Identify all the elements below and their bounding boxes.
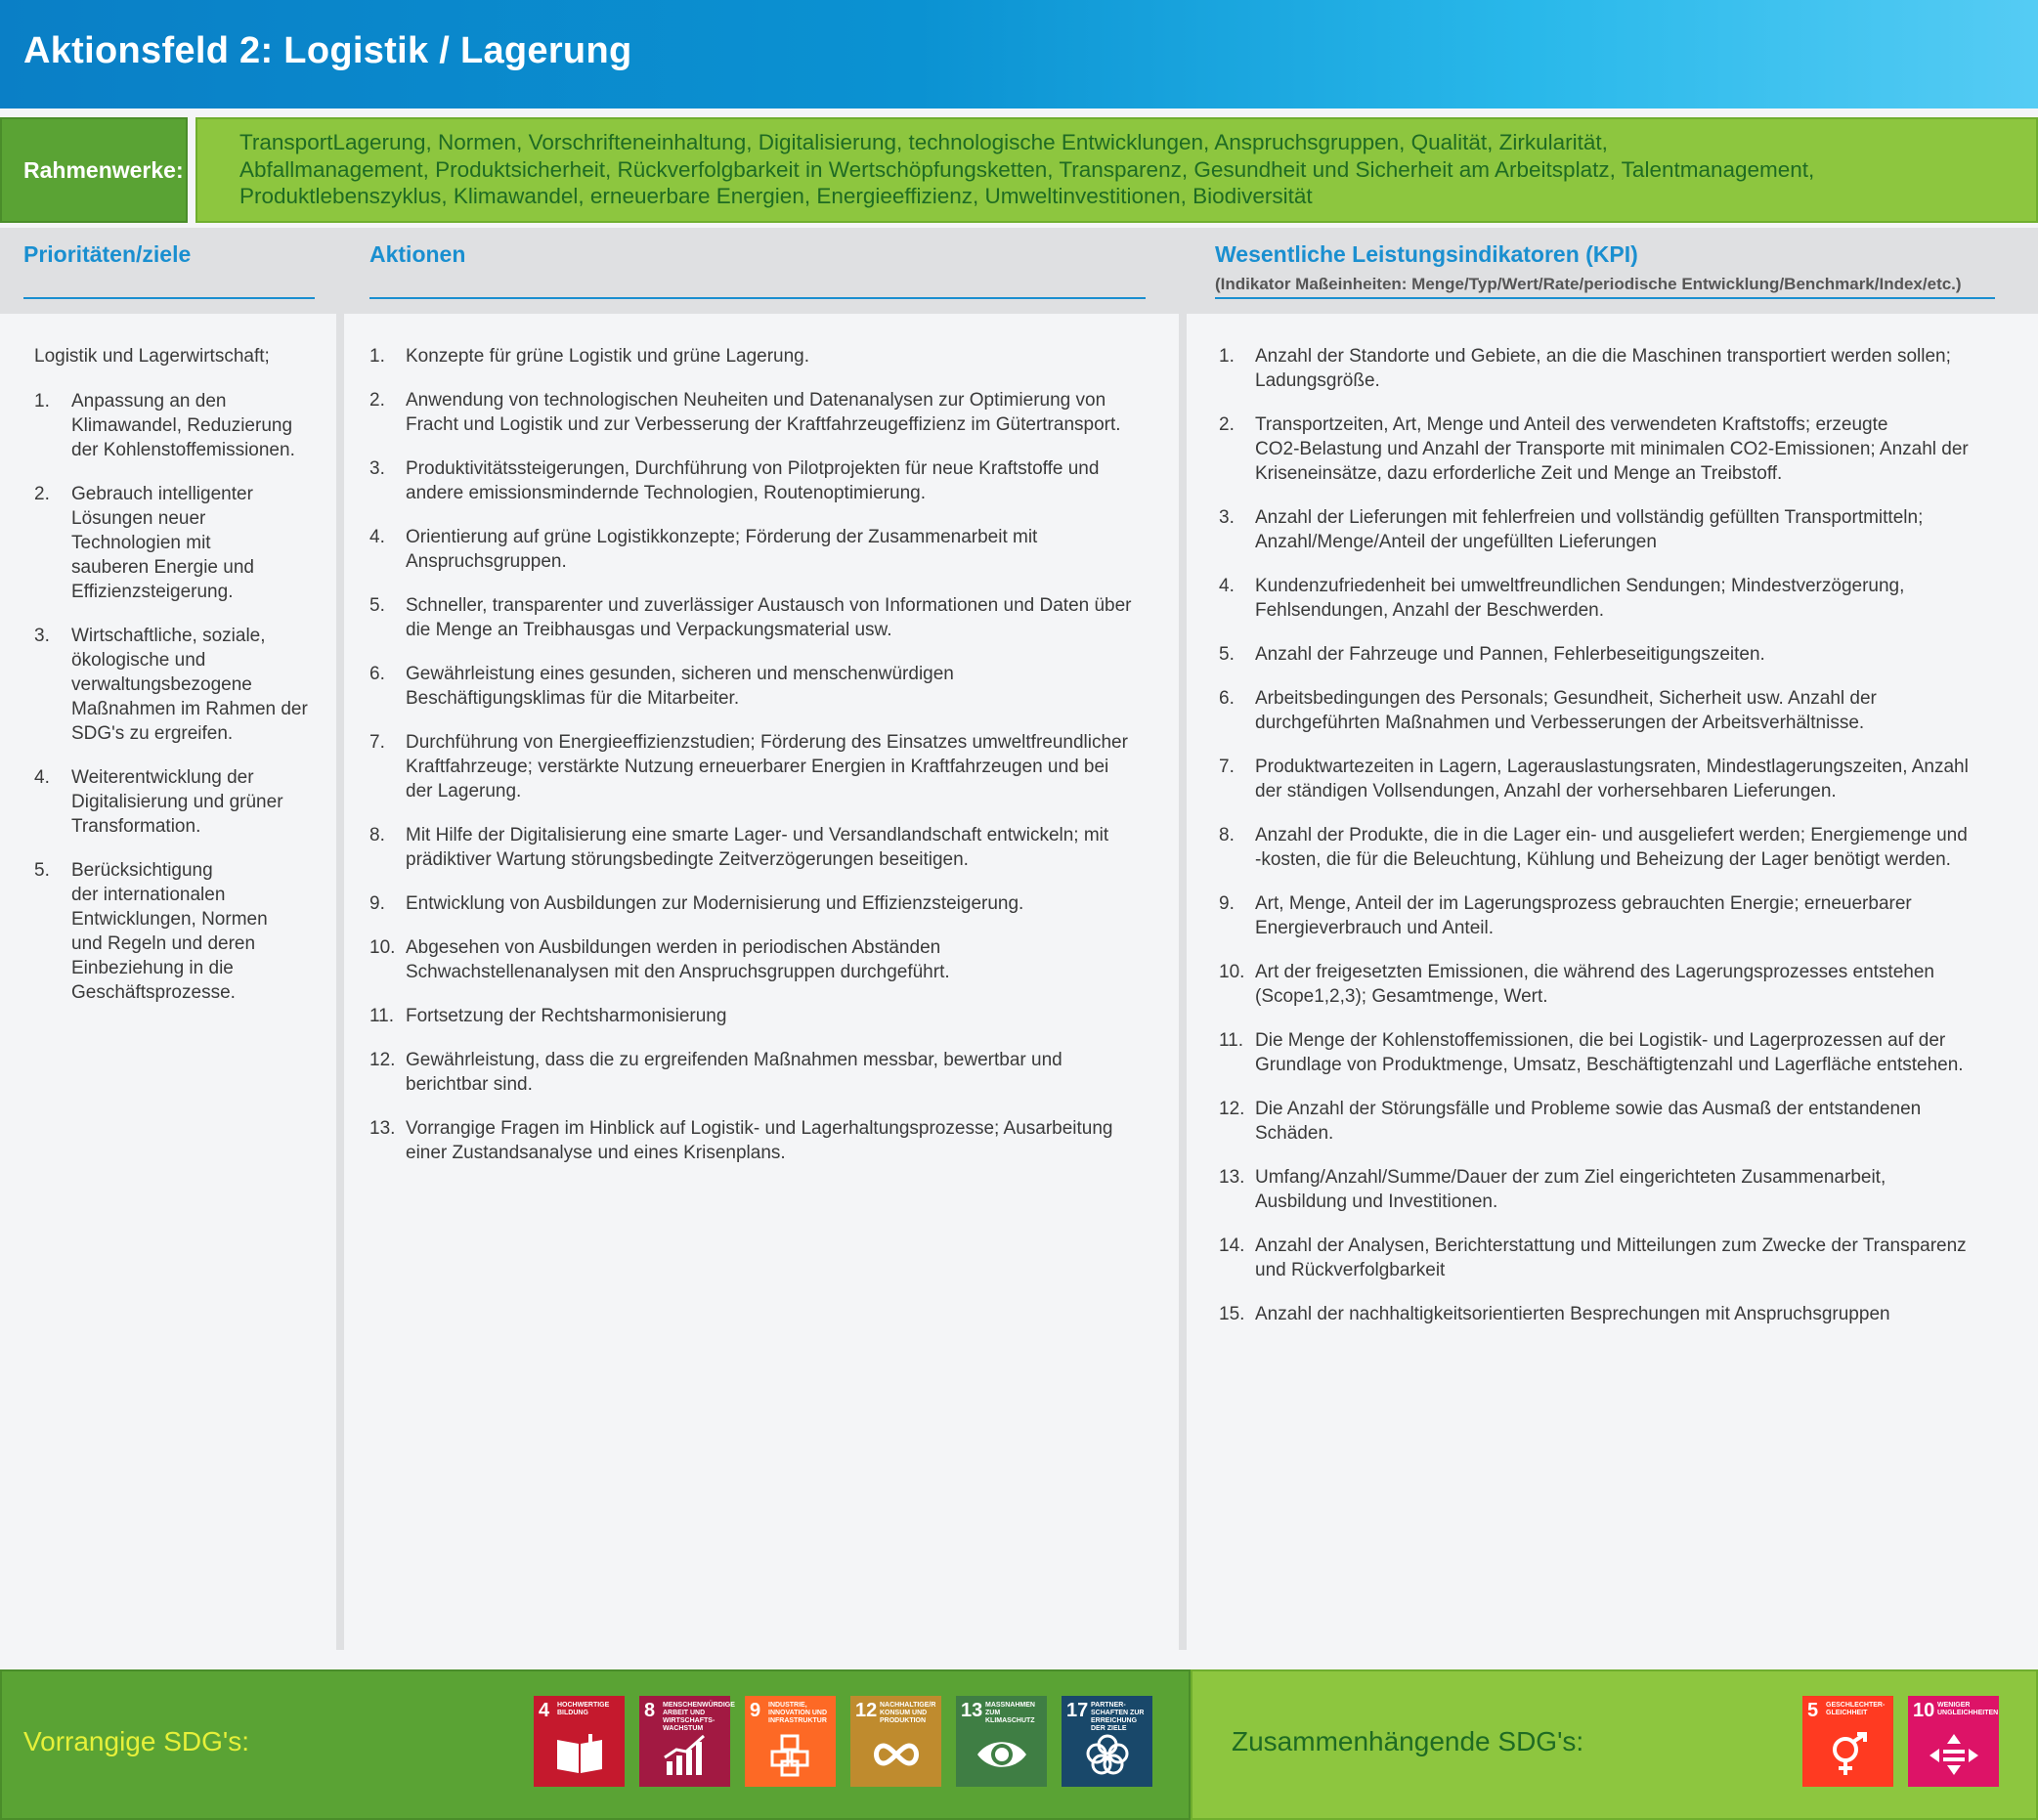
list-item-text: Fortsetzung der Rechtsharmonisierung (406, 1006, 727, 1026)
list-item-text: Wirtschaftliche, soziale, (71, 626, 266, 646)
list-item-text: Mit Hilfe der Digitalisierung eine smarte Lager- und Versandlandschaft entwickeln; mit (406, 825, 1109, 845)
list-item (369, 525, 1171, 574)
list-item-text: Technologien mit (71, 533, 211, 553)
list-item-text: Gewährleistung, dass die zu ergreifenden Maßnahmen messbar, bewertbar und (406, 1050, 1062, 1070)
equality-icon (1928, 1732, 1980, 1777)
rahmenwerke-text-box (195, 117, 2038, 223)
list-item-number: 7. (369, 732, 385, 753)
list-item (34, 765, 327, 839)
list-item (369, 1116, 1171, 1165)
sdg-label: WENIGER UNGLEICHHEITEN (1937, 1702, 1999, 1716)
list-item-text: Ladungsgröße. (1255, 370, 1380, 391)
list-item-text: Beschäftigungsklimas für die Mitarbeiter. (406, 688, 740, 709)
list-item (1219, 574, 2030, 623)
list-item-text: Arbeitsbedingungen des Personals; Gesundheit, Sicherheit usw. Anzahl der (1255, 688, 1877, 709)
list-item-text: Anzahl der nachhaltigkeitsorientierten Besprechungen mit Anspruchsgruppen (1255, 1304, 1890, 1324)
column-underline (369, 297, 1146, 299)
page-header (0, 0, 2038, 108)
primary-sdg-label: Vorrangige SDG's: (23, 1726, 250, 1756)
rahmenwerke-label-box (0, 117, 188, 223)
related-sdg-bar (1191, 1669, 2038, 1820)
list-item-text: Vorrangige Fragen im Hinblick auf Logistik- und Lagerhaltungsprozesse; Ausarbeitung (406, 1118, 1113, 1139)
list-item-text: der Kohlenstoffemissionen. (71, 440, 295, 460)
list-item-text: Ausbildung und Investitionen. (1255, 1192, 1498, 1212)
column-underline (1215, 297, 1995, 299)
list-item-text: Anzahl der Fahrzeuge und Pannen, Fehlerbeseitigungszeiten. (1255, 644, 1765, 665)
list-item-number: 5. (34, 860, 50, 881)
list-item-text: -kosten, die für die Beleuchtung, Kühlung und Beheizung der Lager benötigt werden. (1255, 849, 1951, 870)
list-item-text: Schneller, transparenter und zuverlässiger Austausch von Informationen und Daten über (406, 595, 1132, 616)
list-item (1219, 686, 2030, 735)
list-item-number: 13. (1219, 1167, 1245, 1188)
list-item-text: Anwendung von technologischen Neuheiten und Datenanalysen zur Optimierung von (406, 390, 1106, 411)
list-item (369, 823, 1171, 872)
list-item (1219, 412, 2030, 486)
list-item-text: Die Menge der Kohlenstoffemissionen, die bei Logistik- und Lagerprozessen auf der (1255, 1030, 1946, 1051)
list-item-number: 2. (1219, 414, 1235, 435)
list-item-text: Einbeziehung in die (71, 958, 234, 978)
list-item-text: durchgeführten Maßnahmen und Verbesserungen der Arbeitsverhältnisse. (1255, 713, 1865, 733)
list-item-number: 5. (1219, 644, 1235, 665)
sdg-tile-8 (639, 1696, 735, 1787)
list-item-number: 11. (369, 1006, 395, 1026)
list-item (369, 388, 1171, 437)
sdg-label: NACHHALTIGE/R KONSUM UND PRODUKTION (880, 1702, 936, 1724)
list-item-number: 6. (369, 664, 385, 684)
list-item-number: 3. (369, 458, 385, 479)
list-item-text: Digitalisierung und grüner (71, 792, 283, 812)
list-item-number: 3. (34, 626, 50, 646)
list-item (1219, 1028, 2030, 1077)
growth-chart-icon (659, 1732, 712, 1777)
list-item-number: 10. (369, 937, 396, 958)
list-item-text: Entwicklungen, Normen (71, 909, 268, 930)
column-divider (336, 228, 344, 1650)
list-item-text: Orientierung auf grüne Logistikkonzepte; Förderung der Zusammenarbeit mit (406, 527, 1038, 547)
list-item-text: SDG's zu ergreifen. (71, 723, 234, 744)
sdg-number: 12 (855, 1700, 878, 1721)
list-item-text: sauberen Energie und (71, 557, 254, 578)
sdg-number: 5 (1807, 1700, 1819, 1721)
list-item (34, 858, 327, 1005)
kpi-list (1219, 344, 2030, 1346)
list-item-text: und Regeln und deren (71, 933, 256, 954)
sdg-tile-17 (1062, 1696, 1152, 1787)
list-item-text: Berücksichtigung (71, 860, 213, 881)
list-item-text: Gewährleistung eines gesunden, sicheren und menschenwürdigen (406, 664, 954, 684)
sdg-tile-12 (850, 1696, 941, 1787)
list-item-number: 5. (369, 595, 385, 616)
rahmenwerke-label: Rahmenwerke: (23, 156, 184, 183)
list-item-text: Kundenzufriedenheit bei umweltfreundlichen Sendungen; Mindestverzögerung, (1255, 576, 1905, 596)
prioritaeten-list (34, 389, 327, 1024)
list-item-number: 10. (1219, 962, 1245, 982)
list-item-text: Produktwartezeiten in Lagern, Lagerauslastungsraten, Mindestlagerungszeiten, Anzahl (1255, 757, 1969, 777)
list-item (1219, 891, 2030, 940)
list-item (1219, 344, 2030, 393)
sdg-label: MENSCHENWÜRDIGE ARBEIT UND WIRTSCHAFTS-WACHSTUM (663, 1702, 735, 1732)
list-item-text: Weiterentwicklung der (71, 767, 254, 788)
prioritaeten-intro: Logistik und Lagerwirtschaft; (34, 346, 270, 367)
column-title-prioritaeten: Prioritäten/ziele (23, 241, 192, 267)
list-item-text: Maßnahmen im Rahmen der (71, 699, 308, 719)
sdg-label: GESCHLECHTER-GLEICHHEIT (1826, 1702, 1886, 1716)
cubes-icon (764, 1732, 817, 1777)
list-item (1219, 1234, 2030, 1282)
list-item-number: 7. (1219, 757, 1235, 777)
list-item-number: 4. (34, 767, 50, 788)
list-item-text: Energieverbrauch und Anteil. (1255, 918, 1494, 938)
list-item-text: Abgesehen von Ausbildungen werden in periodischen Abständen (406, 937, 941, 958)
list-item-number: 12. (1219, 1099, 1245, 1119)
list-item-text: Fracht und Logistik und zur Verbesserung der Kraftfahrzeugeffizienz im Gütertransport. (406, 414, 1121, 435)
list-item-text: Effizienzsteigerung. (71, 582, 234, 602)
list-item-number: 9. (369, 893, 385, 914)
list-item (1219, 960, 2030, 1009)
list-item-text: CO2-Belastung und Anzahl der Transporte mit minimalen CO2-Emissionen; Anzahl der (1255, 439, 1969, 459)
list-item (369, 935, 1171, 984)
list-item (369, 593, 1171, 642)
rings-icon (1081, 1732, 1134, 1777)
list-item-text: Art der freigesetzten Emissionen, die während des Lagerungsprozesses entstehen (1255, 962, 1934, 982)
column-subtitle-kpi: (Indikator Maßeinheiten: Menge/Typ/Wert/Rate/periodische Entwicklung/Benchmark/Index/etc.) (1215, 275, 1962, 293)
list-item-text: Entwicklung von Ausbildungen zur Modernisierung und Effizienzsteigerung. (406, 893, 1024, 914)
sdg-tile-10 (1908, 1696, 1999, 1787)
list-item-text: Umfang/Anzahl/Summe/Dauer der zum Ziel eingerichteten Zusammenarbeit, (1255, 1167, 1886, 1188)
list-item-text: der Lagerung. (406, 781, 522, 802)
list-item (34, 389, 327, 462)
list-item-text: Gebrauch intelligenter (71, 484, 253, 504)
list-item (369, 891, 1171, 916)
list-item-number: 4. (1219, 576, 1235, 596)
list-item-text: Kriseneinsätze, dazu erforderliche Zeit und Menge an Treibstoff. (1255, 463, 1783, 484)
list-item-number: 13. (369, 1118, 396, 1139)
list-item-text: einer Zustandsanalyse und eines Krisenplans. (406, 1143, 786, 1163)
list-item (34, 624, 327, 746)
sdg-number: 4 (539, 1700, 550, 1721)
list-item-text: Anzahl der Lieferungen mit fehlerfreien und vollständig gefüllten Transportmitteln; (1255, 507, 1924, 528)
sdg-tile-9 (745, 1696, 836, 1787)
list-item-text: prädiktiver Wartung störungsbedingte Zeitverzögerungen beseitigen. (406, 849, 969, 870)
sdg-number: 17 (1066, 1700, 1089, 1721)
list-item (369, 1004, 1171, 1028)
list-item-text: ökologische und (71, 650, 206, 671)
column-divider (1179, 228, 1187, 1650)
rahmenwerke-line: TransportLagerung, Normen, Vorschrifteneinhaltung, Digitalisierung, technologische Entwicklungen, Anspruchsgruppen, Qualität, Zirkularität, (239, 130, 1608, 154)
list-item-text: Lösungen neuer (71, 508, 206, 529)
sdg-label: HOCHWERTIGE BILDUNG (557, 1702, 610, 1716)
list-item-text: der ständigen Vollsendungen, Anzahl der vorhersehbaren Lieferungen. (1255, 781, 1837, 802)
list-item (1219, 642, 2030, 667)
list-item (369, 662, 1171, 711)
list-item (1219, 1165, 2030, 1214)
list-item-text: Konzepte für grüne Logistik und grüne Lagerung. (406, 346, 810, 367)
list-item-number: 8. (369, 825, 385, 845)
list-item-text: Transformation. (71, 816, 201, 837)
list-item-text: Anzahl der Produkte, die in die Lager ein- und ausgeliefert werden; Energiemenge und (1255, 825, 1968, 845)
primary-sdg-bar (0, 1669, 1191, 1820)
list-item-number: 1. (369, 346, 385, 367)
sdg-number: 8 (644, 1700, 656, 1721)
list-item-text: berichtbar sind. (406, 1074, 533, 1095)
list-item-text: Anzahl/Menge/Anteil der ungefüllten Lieferungen (1255, 532, 1657, 552)
list-item-text: Die Anzahl der Störungsfälle und Probleme sowie das Ausmaß der entstandenen (1255, 1099, 1922, 1119)
sdg-number: 10 (1913, 1700, 1935, 1721)
list-item-text: der internationalen (71, 885, 226, 905)
list-item (369, 730, 1171, 803)
list-item-number: 14. (1219, 1235, 1245, 1256)
rahmenwerke-line: Produktlebenszyklus, Klimawandel, erneuerbare Energien, Energieeffizienz, Umweltinvestitionen, Biodiversität (239, 184, 1313, 208)
infinity-icon (870, 1732, 923, 1777)
list-item-text: Transportzeiten, Art, Menge und Anteil des verwendeten Kraftstoffs; erzeugte (1255, 414, 1888, 435)
list-item-number: 4. (369, 527, 385, 547)
sdg-tile-4 (534, 1696, 625, 1787)
column-header-aktionen (344, 228, 1179, 314)
sdg-tile-13 (956, 1696, 1047, 1787)
list-item (1219, 505, 2030, 554)
list-item-text: Durchführung von Energieeffizienzstudien; Förderung des Einsatzes umweltfreundlicher (406, 732, 1128, 753)
list-item-text: Anzahl der Standorte und Gebiete, an die die Maschinen transportiert werden sollen; (1255, 346, 1951, 367)
rahmenwerke-line: Abfallmanagement, Produktsicherheit, Rückverfolgbarkeit in Wertschöpfungsketten, Transparenz, Gesundheit und Sicherheit am Arbeitsplatz, Talentmanagement, (239, 156, 1815, 182)
list-item-number: 8. (1219, 825, 1235, 845)
list-item (1219, 1097, 2030, 1146)
list-item (1219, 1302, 2030, 1326)
list-item-number: 1. (34, 391, 50, 412)
column-header-prioritaeten (0, 228, 336, 314)
list-item (369, 344, 1171, 368)
list-item-number: 1. (1219, 346, 1235, 367)
related-sdg-label: Zusammenhängende SDG's: (1232, 1726, 1584, 1756)
eye-globe-icon (976, 1732, 1028, 1777)
sdg-label: PARTNER-SCHAFTEN ZUR ERREICHUNG DER ZIELE (1091, 1702, 1145, 1732)
column-title-aktionen: Aktionen (369, 241, 466, 267)
column-header-kpi (1187, 228, 2038, 314)
list-item-text: die Menge an Treibhausgas und Verpackungsmaterial usw. (406, 620, 892, 640)
list-item (1219, 755, 2030, 803)
list-item-text: Anspruchsgruppen. (406, 551, 567, 572)
list-item-text: Anpassung an den (71, 391, 227, 412)
list-item (1219, 823, 2030, 872)
list-item-number: 3. (1219, 507, 1235, 528)
sdg-label: INDUSTRIE, INNOVATION UND INFRASTRUKTUR (768, 1702, 828, 1724)
column-title-kpi: Wesentliche Leistungsindikatoren (KPI) (1215, 241, 1638, 267)
list-item-text: Art, Menge, Anteil der im Lagerungsprozess gebrauchten Energie; erneuerbarer (1255, 893, 1912, 914)
list-item-text: Schäden. (1255, 1123, 1334, 1144)
list-item-number: 6. (1219, 688, 1235, 709)
list-item-text: Geschäftsprozesse. (71, 982, 236, 1003)
list-item (369, 456, 1171, 505)
list-item-number: 15. (1219, 1304, 1245, 1324)
list-item-number: 12. (369, 1050, 396, 1070)
book-icon (553, 1732, 606, 1777)
list-item-text: Anzahl der Analysen, Berichterstattung und Mitteilungen zum Zwecke der Transparenz (1255, 1235, 1967, 1256)
gender-icon (1822, 1732, 1875, 1777)
sdg-number: 13 (961, 1700, 983, 1721)
list-item-text: Grundlage von Produktmenge, Umsatz, Beschäftigtenzahl und Lagerfläche entstehen. (1255, 1055, 1964, 1075)
list-item (369, 1048, 1171, 1097)
list-item-text: Fehlsendungen, Anzahl der Beschwerden. (1255, 600, 1605, 621)
sdg-number: 9 (750, 1700, 761, 1721)
list-item (34, 482, 327, 604)
sdg-tile-5 (1802, 1696, 1893, 1787)
list-item-text: Kraftfahrzeuge; verstärkte Nutzung erneuerbarer Energien in Kraftfahrzeugen und bei (406, 757, 1109, 777)
list-item-text: verwaltungsbezogene (71, 674, 252, 695)
list-item-number: 11. (1219, 1030, 1244, 1051)
list-item-text: andere emissionsmindernde Technologien, Routenoptimierung. (406, 483, 926, 503)
list-item-text: Produktivitätssteigerungen, Durchführung von Pilotprojekten für neue Kraftstoffe und (406, 458, 1100, 479)
list-item-text: Klimawandel, Reduzierung (71, 415, 293, 436)
list-item-text: Schwachstellenanalysen mit den Anspruchsgruppen durchgeführt. (406, 962, 950, 982)
list-item-number: 2. (369, 390, 385, 411)
list-item-text: und Rückverfolgbarkeit (1255, 1260, 1446, 1280)
page-title: Aktionsfeld 2: Logistik / Lagerung (23, 30, 632, 71)
list-item-number: 2. (34, 484, 50, 504)
list-item-text: (Scope1,2,3); Gesamtmenge, Wert. (1255, 986, 1548, 1007)
column-underline (23, 297, 315, 299)
sdg-label: MASSNAHMEN ZUM KLIMASCHUTZ (985, 1702, 1035, 1724)
aktionen-list (369, 344, 1171, 1185)
list-item-number: 9. (1219, 893, 1235, 914)
